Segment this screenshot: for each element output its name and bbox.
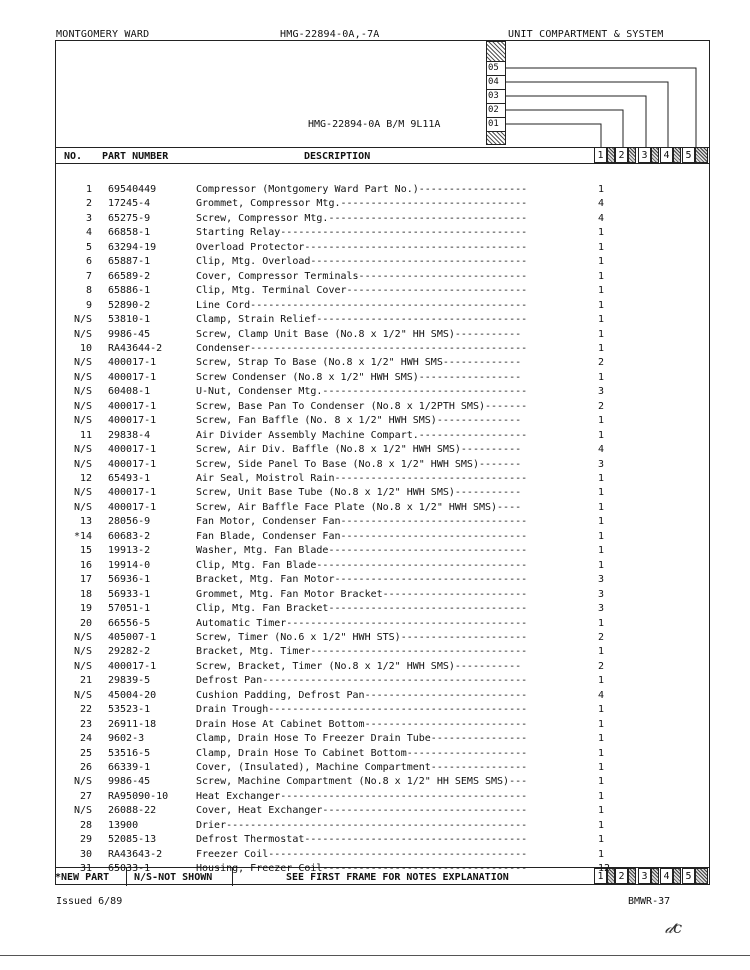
part-description: Drier-------------------------------------------------- <box>196 819 528 831</box>
parts-row <box>58 776 658 791</box>
part-description: Clamp, Drain Hose To Freezer Drain Tube---------------- <box>196 733 528 745</box>
part-quantity: 1 <box>598 415 605 427</box>
selector-top-3: 3 <box>638 147 651 163</box>
part-number: 19913-2 <box>108 545 151 557</box>
part-description: Automatic Timer---------------------------------------- <box>196 617 528 629</box>
part-description: Screw, Bracket, Timer (No.8 x 1/2" HWH SMS)----------- <box>196 660 522 672</box>
parts-row <box>58 603 658 618</box>
part-description: Line Cord---------------------------------------------- <box>196 299 528 311</box>
part-item-number: 9 <box>85 299 92 311</box>
selector-bottom-2: 2 <box>615 868 628 884</box>
part-description: Screw, Fan Baffle (No. 8 x 1/2" HWH SMS)-------------- <box>196 415 522 427</box>
part-quantity: 1 <box>598 646 605 658</box>
part-description: Screw, Strap To Base (No.8 x 1/2" HWH SMS------------- <box>196 357 522 369</box>
parts-row <box>58 719 658 734</box>
part-description: Screw, Base Pan To Condenser (No.8 x 1/2PTH SMS)------- <box>196 400 528 412</box>
part-description: Condenser---------------------------------------------- <box>196 342 528 354</box>
part-item-number: 1 <box>85 184 92 195</box>
part-number: 60408-1 <box>108 386 151 398</box>
part-item-number: 31 <box>79 863 92 875</box>
connector-03 <box>505 96 646 149</box>
parts-row <box>58 386 658 401</box>
part-number: 56933-1 <box>108 588 151 600</box>
part-quantity: 1 <box>598 790 605 802</box>
parts-row <box>58 748 658 763</box>
selector-top-hatch-1 <box>607 147 615 163</box>
parts-row <box>58 863 658 878</box>
parts-row <box>58 473 658 488</box>
part-quantity: 1 <box>598 617 605 629</box>
parts-row <box>58 704 658 719</box>
part-quantity: 1 <box>598 559 605 571</box>
parts-row <box>58 487 658 502</box>
parts-row <box>58 545 658 560</box>
parts-row <box>58 805 658 820</box>
part-number: RA95090-10 <box>108 790 169 802</box>
part-description: Screw, Machine Compartment (No.8 x 1/2" HH SEMS SMS)--- <box>196 776 528 788</box>
part-number: RA43643-2 <box>108 848 163 860</box>
part-number: 45004-20 <box>108 689 157 701</box>
parts-row <box>58 632 658 647</box>
part-item-number: N/S <box>73 458 92 470</box>
part-description: Heat Exchanger----------------------------------------- <box>196 790 528 802</box>
part-quantity: 1 <box>598 227 605 239</box>
connector-04 <box>505 82 668 149</box>
part-item-number: N/S <box>73 314 92 326</box>
part-item-number: 25 <box>79 747 92 759</box>
part-quantity: 2 <box>598 660 605 672</box>
part-description: Fan Blade, Condenser Fan------------------------------- <box>196 530 528 542</box>
part-quantity: 1 <box>598 429 605 441</box>
part-quantity: 1 <box>598 675 605 687</box>
part-description: Air Divider Assembly Machine Compart.------------------ <box>196 429 528 441</box>
part-item-number: 22 <box>79 704 92 716</box>
parts-row <box>58 834 658 849</box>
parts-row <box>58 329 658 344</box>
part-item-number: 20 <box>79 617 92 629</box>
part-item-number: *14 <box>73 530 92 542</box>
part-number: 9986-45 <box>108 328 151 340</box>
part-description: Cover, Heat Exchanger---------------------------------- <box>196 805 528 817</box>
selector-bottom-5: 5 <box>682 868 695 884</box>
parts-row <box>58 531 658 546</box>
part-item-number: N/S <box>73 400 92 412</box>
parts-row <box>58 343 658 358</box>
part-item-number: N/S <box>73 328 92 340</box>
parts-row <box>58 560 658 575</box>
part-number: 53523-1 <box>108 704 151 716</box>
parts-row <box>58 213 658 228</box>
parts-row <box>58 820 658 835</box>
parts-row <box>58 256 658 271</box>
part-quantity: 1 <box>598 848 605 860</box>
connector-02 <box>505 110 623 149</box>
parts-row <box>58 675 658 690</box>
part-number: RA43644-2 <box>108 342 163 354</box>
part-item-number: 2 <box>85 198 92 210</box>
part-quantity: 1 <box>598 473 605 484</box>
parts-row <box>58 401 658 416</box>
part-quantity: 1 <box>598 299 605 311</box>
bm-code-03: 03 <box>486 89 506 104</box>
part-quantity: 1 <box>598 501 605 513</box>
parts-row <box>58 589 658 604</box>
column-header-rule <box>56 163 709 164</box>
part-quantity: 1 <box>598 241 605 253</box>
part-number: 57051-1 <box>108 603 151 615</box>
part-item-number: N/S <box>73 646 92 658</box>
part-item-number: 18 <box>79 588 92 600</box>
part-description: Air Seal, Moistrol Rain-------------------------------- <box>196 473 528 484</box>
part-description: Screw, Clamp Unit Base (No.8 x 1/2" HH SMS)----------- <box>196 328 522 340</box>
part-quantity: 1 <box>598 184 605 195</box>
part-quantity: 2 <box>598 400 605 412</box>
part-quantity: 1 <box>598 762 605 773</box>
part-description: Screw Condenser (No.8 x 1/2" HWH SMS)----------------- <box>196 371 522 383</box>
part-item-number: 10 <box>79 342 92 354</box>
column-no: NO. <box>64 151 83 162</box>
selector-top-hatch-3 <box>651 147 659 163</box>
part-number: 65493-1 <box>108 473 151 484</box>
parts-row <box>58 516 658 531</box>
part-description: Screw, Side Panel To Base (No.8 x 1/2" HWH SMS)------- <box>196 458 522 470</box>
part-number: 29838-4 <box>108 429 151 441</box>
selector-top-5: 5 <box>682 147 695 163</box>
part-quantity: 4 <box>598 444 605 456</box>
bm-code-01: 01 <box>486 117 506 132</box>
part-quantity: 2 <box>598 631 605 643</box>
part-description: Cushion Padding, Defrost Pan--------------------------- <box>196 689 528 701</box>
parts-row <box>58 646 658 661</box>
part-item-number: 5 <box>85 241 92 253</box>
part-item-number: N/S <box>73 371 92 383</box>
part-number: 400017-1 <box>108 444 157 456</box>
part-item-number: 8 <box>85 285 92 297</box>
part-description: Housing, Freezer Coil---------------------------------- <box>196 863 528 875</box>
part-description: Clamp, Strain Relief----------------------------------- <box>196 314 528 326</box>
part-quantity: 3 <box>598 458 605 470</box>
column-description: DESCRIPTION <box>304 151 371 162</box>
part-item-number: 13 <box>79 516 92 528</box>
parts-row <box>58 184 658 199</box>
brand-label: MONTGOMERY WARD <box>56 29 150 40</box>
part-number: 65033-1 <box>108 863 151 875</box>
selector-top-2: 2 <box>615 147 628 163</box>
parts-row <box>58 574 658 589</box>
parts-row <box>58 242 658 257</box>
part-item-number: 19 <box>79 603 92 615</box>
part-quantity: 1 <box>598 530 605 542</box>
part-item-number: N/S <box>73 357 92 369</box>
selector-bottom-hatch-4 <box>673 868 681 884</box>
part-number: 400017-1 <box>108 501 157 513</box>
parts-row <box>58 357 658 372</box>
part-number: 9602-3 <box>108 733 145 745</box>
part-number: 26911-18 <box>108 718 157 730</box>
part-number: 400017-1 <box>108 415 157 427</box>
selector-top-hatch-4 <box>673 147 681 163</box>
part-item-number: 7 <box>85 270 92 282</box>
part-description: Drain Trough------------------------------------------- <box>196 704 528 716</box>
part-quantity: 1 <box>598 704 605 716</box>
part-description: Grommet, Compressor Mtg.------------------------------- <box>196 198 528 210</box>
section-title: UNIT COMPARTMENT & SYSTEM <box>508 29 664 40</box>
bm-code-04: 04 <box>486 75 506 90</box>
part-number: 66858-1 <box>108 227 151 239</box>
part-quantity: 1 <box>598 487 605 499</box>
handwritten-initials: 𝒹c <box>665 918 683 937</box>
parts-row <box>58 314 658 329</box>
issued-date: Issued 6/89 <box>56 896 123 907</box>
part-item-number: N/S <box>73 386 92 398</box>
parts-row <box>58 690 658 705</box>
column-part-number: PART NUMBER <box>102 151 169 162</box>
part-number: 400017-1 <box>108 458 157 470</box>
part-number: 53810-1 <box>108 314 151 326</box>
part-quantity: 3 <box>598 386 605 398</box>
selector-bottom-1: 1 <box>594 868 607 884</box>
parts-row <box>58 271 658 286</box>
part-description: Clip, Mtg. Fan Blade----------------------------------- <box>196 559 528 571</box>
part-item-number: 17 <box>79 574 92 586</box>
part-number: 400017-1 <box>108 660 157 672</box>
parts-row <box>58 285 658 300</box>
part-item-number: 6 <box>85 256 92 268</box>
bm-code-02: 02 <box>486 103 506 118</box>
part-item-number: N/S <box>73 660 92 672</box>
part-quantity: 1 <box>598 718 605 730</box>
part-number: 60683-2 <box>108 530 151 542</box>
part-quantity: 12 <box>598 863 611 875</box>
part-quantity: 1 <box>598 747 605 759</box>
parts-row <box>58 618 658 633</box>
part-number: 29839-5 <box>108 675 151 687</box>
part-quantity: 1 <box>598 733 605 745</box>
part-description: Washer, Mtg. Fan Blade--------------------------------- <box>196 545 528 557</box>
part-item-number: N/S <box>73 444 92 456</box>
part-item-number: 4 <box>85 227 92 239</box>
part-description: Starting Relay----------------------------------------- <box>196 227 528 239</box>
part-description: Bracket, Mtg. Timer------------------------------------ <box>196 646 528 658</box>
part-number: 400017-1 <box>108 371 157 383</box>
part-description: Fan Motor, Condenser Fan------------------------------- <box>196 516 528 528</box>
part-quantity: 1 <box>598 819 605 831</box>
part-quantity: 3 <box>598 603 605 615</box>
part-number: 400017-1 <box>108 400 157 412</box>
part-number: 63294-19 <box>108 241 157 253</box>
part-quantity: 1 <box>598 834 605 846</box>
part-description: Compressor (Montgomery Ward Part No.)------------------ <box>196 184 528 195</box>
selector-top-hatch-5 <box>695 147 708 163</box>
part-description: Screw, Timer (No.6 x 1/2" HWH STS)--------------------- <box>196 631 528 643</box>
column-selector-top <box>594 147 710 163</box>
connector-01 <box>505 124 601 149</box>
part-number: 52890-2 <box>108 299 151 311</box>
part-item-number: N/S <box>73 631 92 643</box>
part-quantity: 1 <box>598 328 605 340</box>
part-quantity: 4 <box>598 212 605 224</box>
part-number: 400017-1 <box>108 487 157 499</box>
part-description: Clamp, Drain Hose To Cabinet Bottom-------------------- <box>196 747 528 759</box>
part-quantity: 1 <box>598 545 605 557</box>
part-description: Cover, (Insulated), Machine Compartment---------------- <box>196 762 528 773</box>
part-quantity: 1 <box>598 371 605 383</box>
part-number: 66589-2 <box>108 270 151 282</box>
part-item-number: N/S <box>73 501 92 513</box>
part-item-number: 30 <box>79 848 92 860</box>
part-quantity: 3 <box>598 588 605 600</box>
selector-top-hatch-2 <box>628 147 636 163</box>
part-item-number: 23 <box>79 718 92 730</box>
part-number: 9986-45 <box>108 776 151 788</box>
part-number: 66556-5 <box>108 617 151 629</box>
part-description: Clip, Mtg. Fan Bracket--------------------------------- <box>196 603 528 615</box>
bm-code-05: 05 <box>486 61 506 76</box>
part-description: Defrost Pan-------------------------------------------- <box>196 675 528 687</box>
part-number: 56936-1 <box>108 574 151 586</box>
part-description: Screw, Air Baffle Face Plate (No.8 x 1/2" HWH SMS)---- <box>196 501 522 513</box>
parts-row <box>58 198 658 213</box>
part-description: Screw, Unit Base Tube (No.8 x 1/2" HWH SMS)----------- <box>196 487 522 499</box>
part-number: 66339-1 <box>108 762 151 773</box>
part-description: Defrost Thermostat------------------------------------- <box>196 834 528 846</box>
part-number: 69540449 <box>108 184 157 195</box>
selector-bottom-3: 3 <box>638 868 651 884</box>
model-label: HMG-22894-0A,-7A <box>280 29 380 40</box>
page-code: BMWR-37 <box>628 896 671 907</box>
part-description: Bracket, Mtg. Fan Motor-------------------------------- <box>196 574 528 586</box>
part-quantity: 1 <box>598 256 605 268</box>
part-item-number: 21 <box>79 675 92 687</box>
part-quantity: 1 <box>598 314 605 326</box>
part-quantity: 1 <box>598 805 605 817</box>
parts-row <box>58 733 658 748</box>
part-quantity: 2 <box>598 357 605 369</box>
selector-top-4: 4 <box>660 147 673 163</box>
part-number: 29282-2 <box>108 646 151 658</box>
part-number: 52085-13 <box>108 834 157 846</box>
not-shown-legend: N/S-NOT SHOWN <box>134 872 213 883</box>
part-item-number: N/S <box>73 805 92 817</box>
part-item-number: 11 <box>79 429 92 441</box>
parts-row <box>58 415 658 430</box>
part-number: 26088-22 <box>108 805 157 817</box>
selector-bottom-hatch-5 <box>695 868 708 884</box>
part-item-number: 29 <box>79 834 92 846</box>
part-description: Freezer Coil------------------------------------------- <box>196 848 528 860</box>
parts-row <box>58 372 658 387</box>
parts-row <box>58 762 658 777</box>
part-description: Screw, Compressor Mtg.--------------------------------- <box>196 212 528 224</box>
part-item-number: 24 <box>79 733 92 745</box>
selector-bottom-4: 4 <box>660 868 673 884</box>
part-description: Clip, Mtg. Overload------------------------------------ <box>196 256 528 268</box>
part-number: 65887-1 <box>108 256 151 268</box>
new-part-legend: *NEW PART <box>55 872 110 883</box>
part-number: 405007-1 <box>108 631 157 643</box>
parts-row <box>58 661 658 676</box>
parts-row <box>58 300 658 315</box>
parts-row <box>58 444 658 459</box>
part-number: 17245-4 <box>108 198 151 210</box>
part-item-number: N/S <box>73 415 92 427</box>
part-quantity: 3 <box>598 574 605 586</box>
model-bm-label: HMG-22894-0A B/M 9L11A <box>308 119 441 130</box>
part-item-number: 28 <box>79 819 92 831</box>
part-number: 65886-1 <box>108 285 151 297</box>
part-description: Screw, Air Div. Baffle (No.8 x 1/2" HWH SMS)---------- <box>196 444 522 456</box>
part-quantity: 1 <box>598 776 605 788</box>
bm-connector-lines <box>56 41 711 161</box>
part-number: 19914-0 <box>108 559 151 571</box>
parts-row <box>58 791 658 806</box>
part-description: U-Nut, Condenser Mtg.---------------------------------- <box>196 386 528 398</box>
part-description: Overload Protector------------------------------------- <box>196 241 528 253</box>
part-quantity: 1 <box>598 342 605 354</box>
part-number: 28056-9 <box>108 516 151 528</box>
part-item-number: 16 <box>79 559 92 571</box>
part-quantity: 4 <box>598 198 605 210</box>
part-description: Grommet, Mtg. Fan Motor Bracket------------------------ <box>196 588 528 600</box>
part-number: 65275-9 <box>108 212 151 224</box>
parts-row <box>58 502 658 517</box>
parts-row <box>58 227 658 242</box>
parts-row <box>58 459 658 474</box>
part-quantity: 1 <box>598 285 605 297</box>
part-item-number: 27 <box>79 790 92 802</box>
part-quantity: 4 <box>598 689 605 701</box>
part-item-number: 26 <box>79 762 92 773</box>
parts-row <box>58 430 658 445</box>
part-number: 13900 <box>108 819 139 831</box>
part-item-number: 3 <box>85 212 92 224</box>
part-item-number: 15 <box>79 545 92 557</box>
part-number: 400017-1 <box>108 357 157 369</box>
part-description: Drain Hose At Cabinet Bottom--------------------------- <box>196 718 528 730</box>
part-description: Cover, Compressor Terminals---------------------------- <box>196 270 528 282</box>
parts-row <box>58 849 658 864</box>
part-quantity: 1 <box>598 270 605 282</box>
part-item-number: 12 <box>79 473 92 484</box>
part-item-number: N/S <box>73 776 92 788</box>
part-item-number: N/S <box>73 487 92 499</box>
part-item-number: N/S <box>73 689 92 701</box>
notes-explanation: SEE FIRST FRAME FOR NOTES EXPLANATION <box>286 872 509 883</box>
part-quantity: 1 <box>598 516 605 528</box>
page-bottom-rule <box>0 955 750 956</box>
part-description: Clip, Mtg. Terminal Cover------------------------------ <box>196 285 528 297</box>
part-number: 53516-5 <box>108 747 151 759</box>
selector-top-1: 1 <box>594 147 607 163</box>
